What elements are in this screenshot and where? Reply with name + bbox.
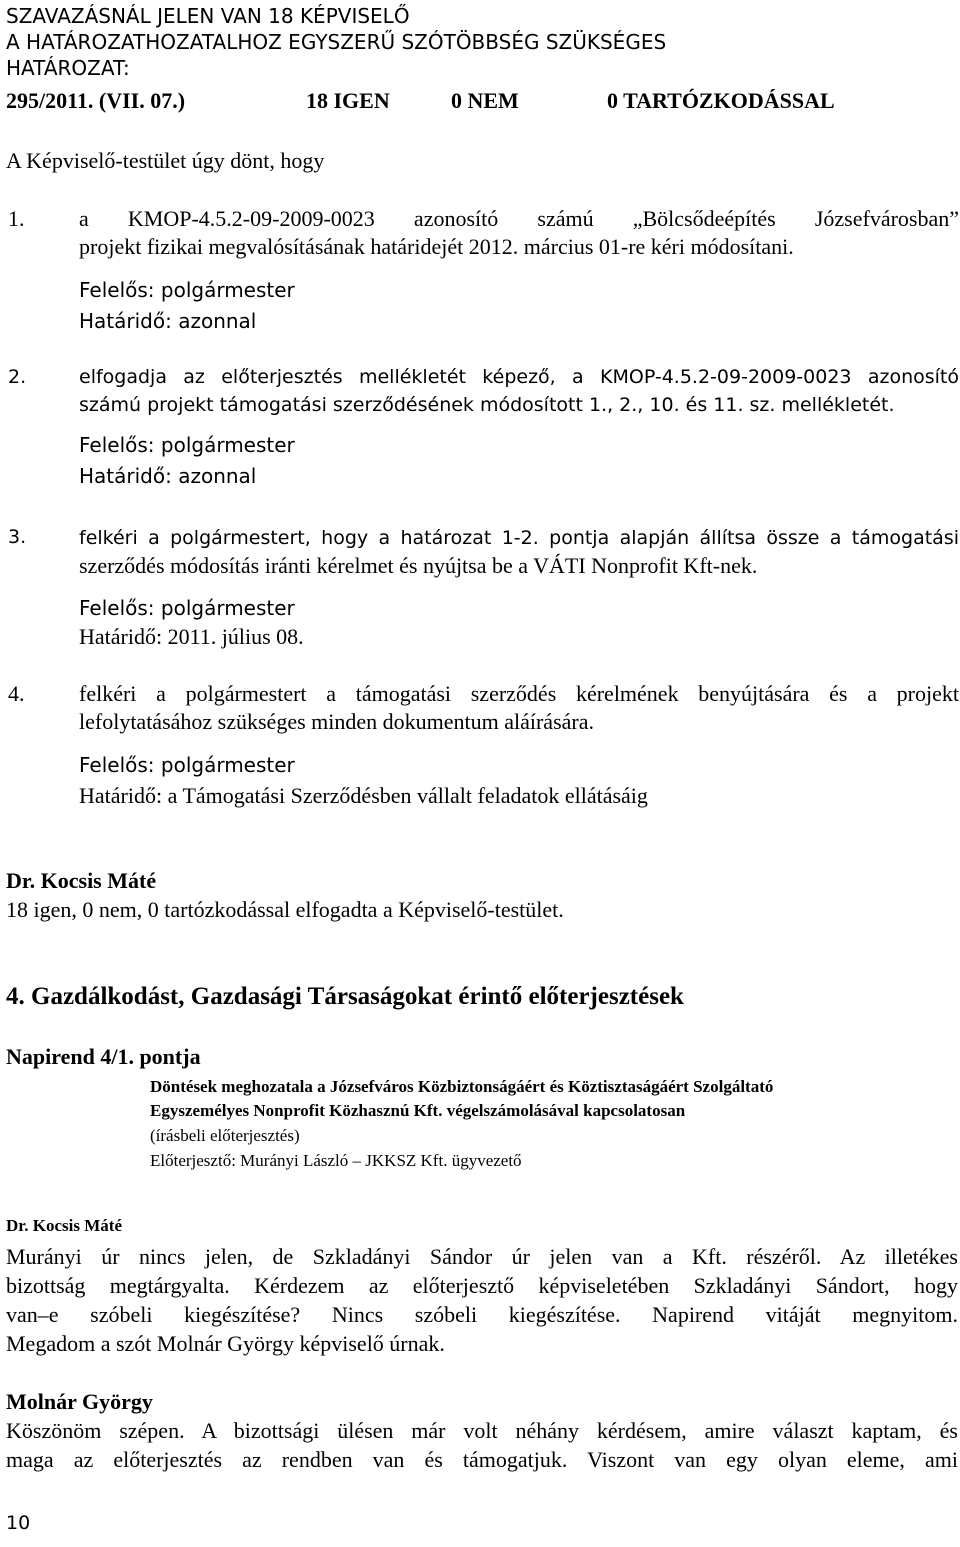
speaker-name: Dr. Kocsis Máté	[6, 1216, 122, 1235]
item-line-1-text: felkéri a polgármestert, hogy a határozat 1-2. pontja alapján állítsa össze a támogatási	[79, 527, 959, 549]
item-responsible: Felelős: polgármester	[79, 433, 295, 457]
paragraph-line: Murányi úr nincs jelen, de Szkladányi Sándor úr jelen van a Kft. részéről. Az illetékes	[6, 1244, 958, 1269]
item-number: 2.	[8, 366, 27, 388]
item-deadline: Határidő: azonnal	[79, 309, 257, 333]
speaker-name: Dr. Kocsis Máté	[6, 868, 157, 893]
vote-abstain: 0 TARTÓZKODÁSSAL	[607, 88, 835, 113]
item-line-2: szerződés módosítás iránti kérelmet és nyújtsa be a VÁTI Nonprofit Kft-nek.	[79, 553, 758, 578]
item-responsible: Felelős: polgármester	[79, 278, 295, 302]
paragraph-line: maga az előterjesztés az rendben van és támogatjuk. Viszont van egy olyan eleme, ami	[6, 1447, 958, 1472]
item-line-2: projekt fizikai megvalósításának határidejét 2012. március 01-re kéri módosítani.	[79, 234, 794, 259]
header-line-3: HATÁROZAT:	[6, 56, 130, 80]
item-deadline: Határidő: azonnal	[79, 464, 257, 488]
item-line-1: elfogadja az előterjesztés mellékletét képező, a KMOP-4.5.2-09-2009-0023 azonosító	[79, 366, 959, 388]
resolution-number: 295/2011. (VII. 07.)	[6, 88, 186, 113]
item-responsible: Felelős: polgármester	[79, 753, 295, 777]
vote-yes: 18 IGEN	[306, 88, 390, 113]
item-number: 1.	[8, 206, 25, 231]
agenda-type: (írásbeli előterjesztés)	[150, 1126, 300, 1145]
header-line-2: A HATÁROZATHOZATALHOZ EGYSZERŰ SZÓTÖBBSÉG SZÜKSÉGES	[6, 30, 667, 54]
item-line-1: a KMOP-4.5.2-09-2009-0023 azonosító számú „Bölcsődeépítés Józsefvárosban”	[79, 206, 959, 231]
item-number: 3.	[8, 526, 27, 548]
paragraph-line: Köszönöm szépen. A bizottsági ülésen már volt néhány kérdésem, amire választ kaptam, és	[6, 1418, 958, 1443]
item-text	[79, 363, 959, 419]
paragraph-line: Megadom a szót Molnár György képviselő úrnak.	[6, 1331, 445, 1356]
agenda-title-line-2: Egyszemélyes Nonprofit Közhasznú Kft. végelszámolásával kapcsolatosan	[150, 1101, 686, 1120]
paragraph-line: bizottság megtárgyalta. Kérdezem az előterjesztő képviseletében Szkladányi Sándort, hogy	[6, 1273, 958, 1298]
item-line-1	[79, 523, 959, 552]
item-text	[79, 680, 959, 736]
item-text	[79, 523, 959, 580]
agenda-presenter: Előterjesztő: Murányi László – JKKSZ Kft. ügyvezető	[150, 1151, 522, 1170]
agenda-label: Napirend 4/1. pontja	[6, 1044, 201, 1069]
vote-line	[6, 88, 835, 114]
header-line-1: SZAVAZÁSNÁL JELEN VAN 18 KÉPVISELŐ	[6, 4, 410, 28]
vote-no: 0 NEM	[451, 88, 519, 113]
intro-text: A Képviselő-testület úgy dönt, hogy	[6, 148, 325, 173]
speaker-paragraph	[6, 1242, 958, 1358]
item-responsible: Felelős: polgármester	[79, 596, 295, 620]
item-number: 4.	[8, 681, 25, 706]
speaker-name: Molnár György	[6, 1389, 153, 1414]
item-deadline: Határidő: 2011. július 08.	[79, 624, 304, 649]
item-line-1: felkéri a polgármestert a támogatási szerződés kérelmének benyújtására és a projekt	[79, 681, 959, 706]
section-title: 4. Gazdálkodást, Gazdasági Társaságokat érintő előterjesztések	[6, 983, 684, 1010]
item-line-2: számú projekt támogatási szerződésének módosított 1., 2., 10. és 11. sz. mellékletét.	[79, 394, 895, 416]
page-number: 10	[6, 1512, 31, 1534]
agenda-title-line-1: Döntések meghozatala a Józsefváros Közbiztonságáért és Köztisztaságáért Szolgáltató	[150, 1077, 774, 1096]
speaker-statement: 18 igen, 0 nem, 0 tartózkodással elfogadta a Képviselő-testület.	[6, 897, 564, 922]
item-line-2: lefolytatásához szükséges minden dokumentum aláírására.	[79, 709, 594, 734]
paragraph-line: van–e szóbeli kiegészítése? Nincs szóbeli kiegészítése. Napirend vitáját megnyitom.	[6, 1302, 958, 1327]
item-deadline: Határidő: a Támogatási Szerződésben vállalt feladatok ellátásáig	[79, 783, 648, 808]
speaker-paragraph	[6, 1416, 958, 1474]
item-text	[79, 205, 959, 261]
